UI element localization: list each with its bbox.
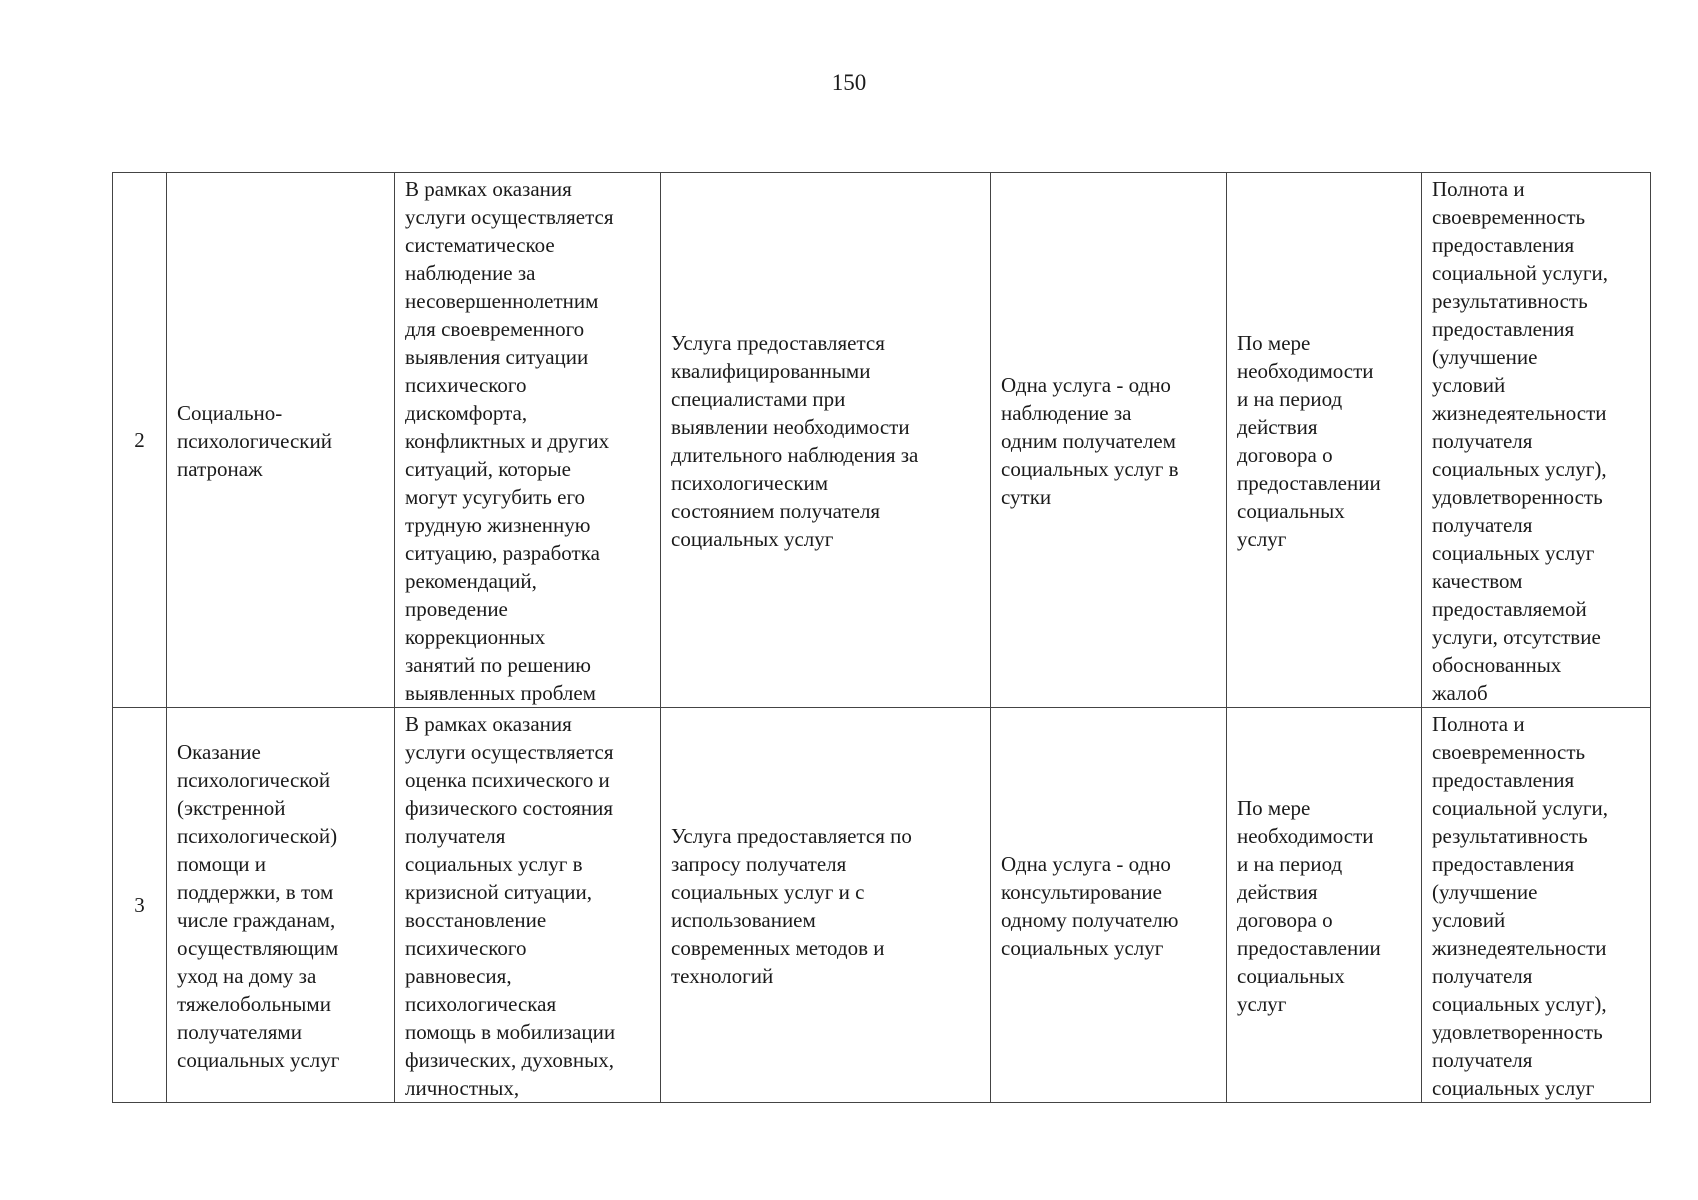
service-timing-cell: По мере необходимости и на период действия договора о предоставлении социальных услуг: [1227, 708, 1422, 1103]
service-unit-cell: Одна услуга - одно наблюдение за одним получателем социальных услуг в сутки: [991, 173, 1227, 708]
row-number-cell: 3: [113, 708, 167, 1103]
service-timing-cell: По мере необходимости и на период действия договора о предоставлении социальных услуг: [1227, 173, 1422, 708]
service-conditions-cell: Услуга предоставляется квалифицированными специалистами при выявлении необходимости длительного наблюдения за психологическим состоянием получателя социальных услуг: [661, 173, 991, 708]
service-conditions-cell: Услуга предоставляется по запросу получателя социальных услуг и с использованием современных методов и технологий: [661, 708, 991, 1103]
service-quality-cell: Полнота и своевременность предоставления социальной услуги, результативность предоставления (улучшение условий жизнедеятельности получателя социальных услуг), удовлетворенность получателя социальных услуг качеством предоставляемой услуги, отсутствие обоснованных жалоб: [1422, 173, 1651, 708]
services-table: [112, 172, 1651, 1103]
service-quality-cell: Полнота и своевременность предоставления социальной услуги, результативность предоставления (улучшение условий жизнедеятельности получателя социальных услуг), удовлетворенность получателя социальных услуг: [1422, 708, 1651, 1103]
service-name-cell: Социально- психологический патронаж: [167, 173, 395, 708]
service-description-cell: В рамках оказания услуги осуществляется систематическое наблюдение за несовершеннолетним для своевременного выявления ситуации психического дискомфорта, конфликтных и других ситуаций, которые могут усугубить его трудную жизненную ситуацию, разработка рекомендаций, проведение коррекционных занятий по решению выявленных проблем: [395, 173, 661, 708]
page-number: 150: [831, 70, 867, 95]
service-name-cell: Оказание психологической (экстренной психологической) помощи и поддержки, в том числе гражданам, осуществляющим уход на дому за тяжелобольными получателями социальных услуг: [167, 708, 395, 1103]
table-row: [113, 708, 1651, 1103]
service-description-cell: В рамках оказания услуги осуществляется оценка психического и физического состояния получателя социальных услуг в кризисной ситуации, восстановление психического равновесия, психологическая помощь в мобилизации физических, духовных, личностных,: [395, 708, 661, 1103]
row-number-cell: 2: [113, 173, 167, 708]
table-row: [113, 173, 1651, 708]
service-unit-cell: Одна услуга - одно консультирование одному получателю социальных услуг: [991, 708, 1227, 1103]
